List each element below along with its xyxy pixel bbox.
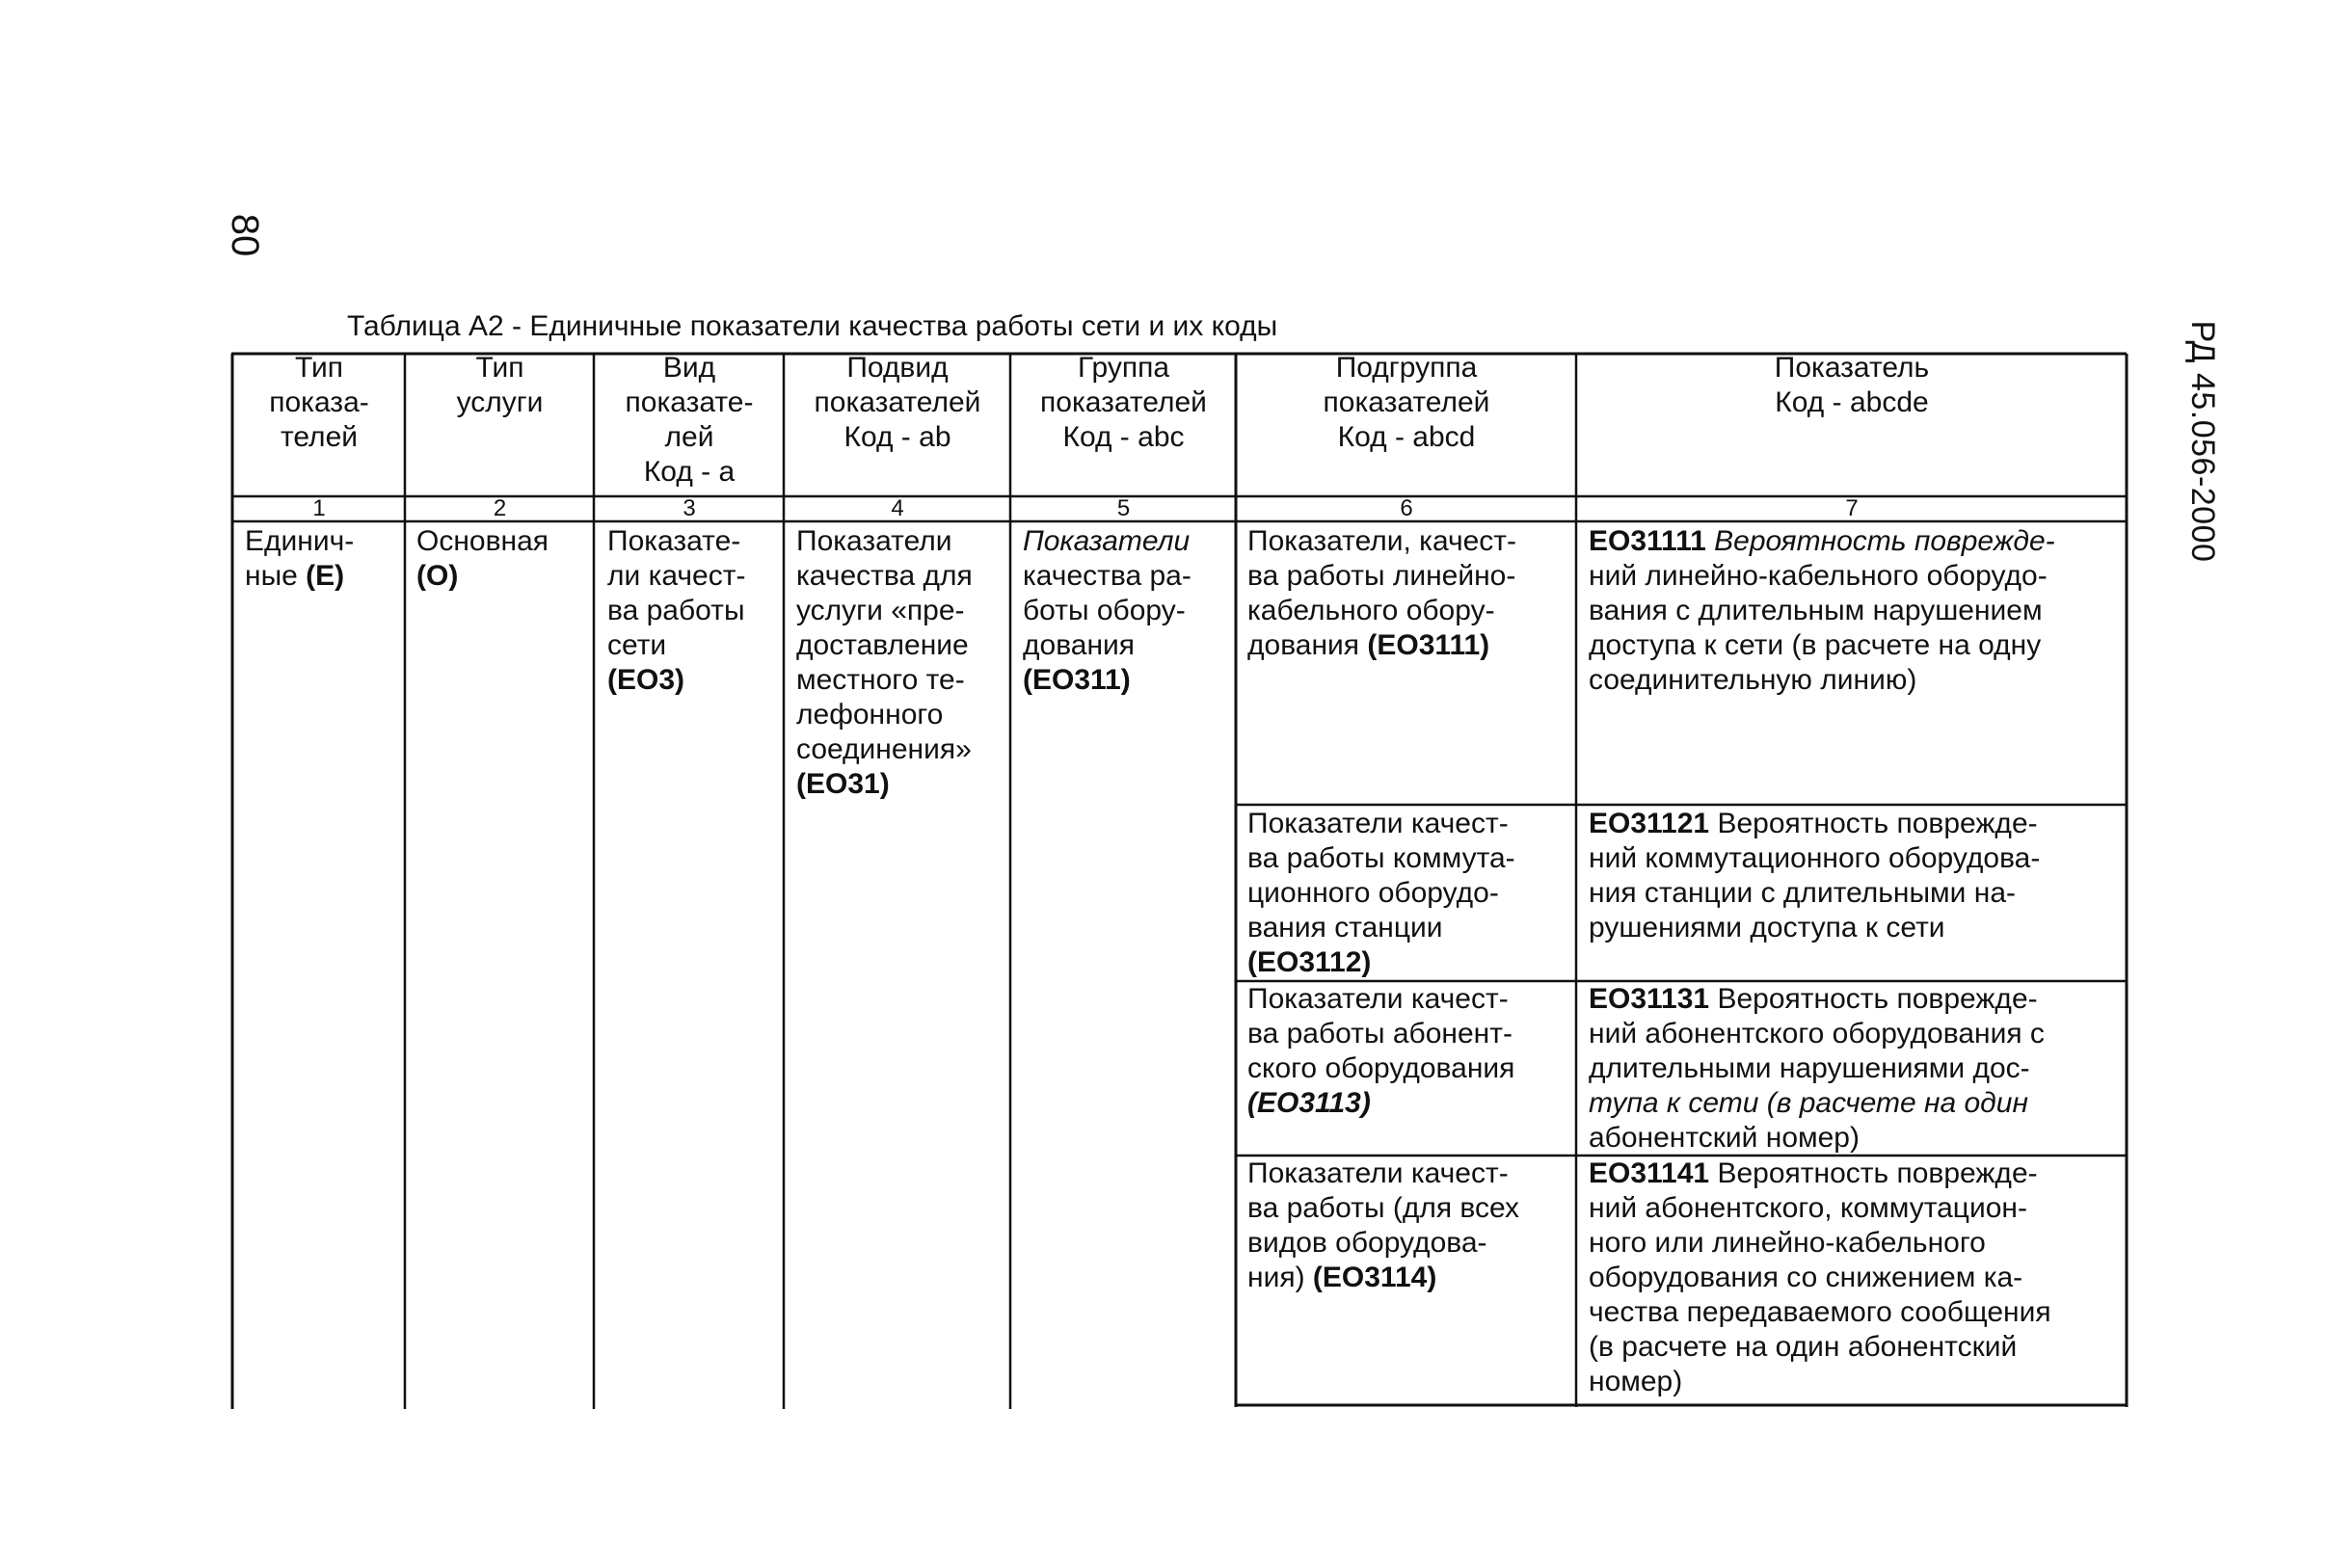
cell-indicator-group: Показатели качества ра- боты обору- дования (ЕО311) xyxy=(1023,525,1191,696)
page-number: 80 xyxy=(224,213,266,257)
indicator-cell: ЕО31111 Вероятность поврежде- ний линейно-кабельного оборудо- вания с длительным нарушением доступа к сети (в расчете на одну соединительную линию) xyxy=(1589,525,2055,696)
document-code: РД 45.056-2000 xyxy=(2184,320,2221,563)
header-col4: Подвид показателей Код - ab xyxy=(814,352,981,453)
column-number-1: 1 xyxy=(312,495,326,521)
indicator-cell: ЕО31121 Вероятность поврежде- ний коммутационного оборудова- ния станции с длительными на- рушениями доступа к сети xyxy=(1589,808,2041,943)
header-col1: Тип показа- телей xyxy=(269,352,369,453)
column-number-7: 7 xyxy=(1845,495,1859,521)
cell-indicator-kind: Показате- ли качест- ва работы сети (ЕО3) xyxy=(607,525,746,696)
cell-service-type: Основная (О) xyxy=(416,525,549,592)
header-col3: Вид показате- лей Код - а xyxy=(625,352,754,488)
header-col7: Показатель Код - abcde xyxy=(1774,352,1930,418)
indicator-cell: ЕО31131 Вероятность поврежде- ний абонентского оборудования с длительными нарушениями дос- тупа к сети (в расчете на один абонентский номер) xyxy=(1589,983,2045,1154)
subgroup-cell: Показатели качест- ва работы (для всех видов оборудова- ния) (ЕО3114) xyxy=(1247,1157,1520,1293)
column-number-2: 2 xyxy=(493,495,507,521)
indicator-cell: ЕО31141 Вероятность поврежде- ний абонентского, коммутацион- ного или линейно-кабельного оборудования со снижением ка- чества передаваемого сообщения (в расчете на один абонентский номер) xyxy=(1589,1157,2051,1397)
subgroup-cell: Показатели качест- ва работы абонент- ского оборудования (ЕО3113) xyxy=(1247,983,1515,1119)
column-number-3: 3 xyxy=(683,495,696,521)
subgroup-cell: Показатели, качест- ва работы линейно- кабельного обору- дования (ЕО3111) xyxy=(1247,525,1517,661)
subgroup-cell: Показатели качест- ва работы коммута- ционного оборудо- вания станции (ЕО3112) xyxy=(1247,808,1515,978)
column-number-4: 4 xyxy=(891,495,904,521)
column-number-5: 5 xyxy=(1116,495,1131,521)
cell-indicator-type: Единич- ные (Е) xyxy=(245,525,355,592)
column-number-6: 6 xyxy=(1400,495,1413,521)
header-col6: Подгруппа показателей Код - abcd xyxy=(1323,352,1490,453)
table-caption: Таблица А2 - Единичные показатели качества работы сети и их коды xyxy=(347,310,1278,342)
cell-indicator-subkind: Показатели качества для услуги «пре- доставление местного те- лефонного соединения» (ЕО31) xyxy=(796,525,973,800)
header-col2: Тип услуги xyxy=(456,352,544,418)
header-col5: Группа показателей Код - abc xyxy=(1040,352,1207,453)
